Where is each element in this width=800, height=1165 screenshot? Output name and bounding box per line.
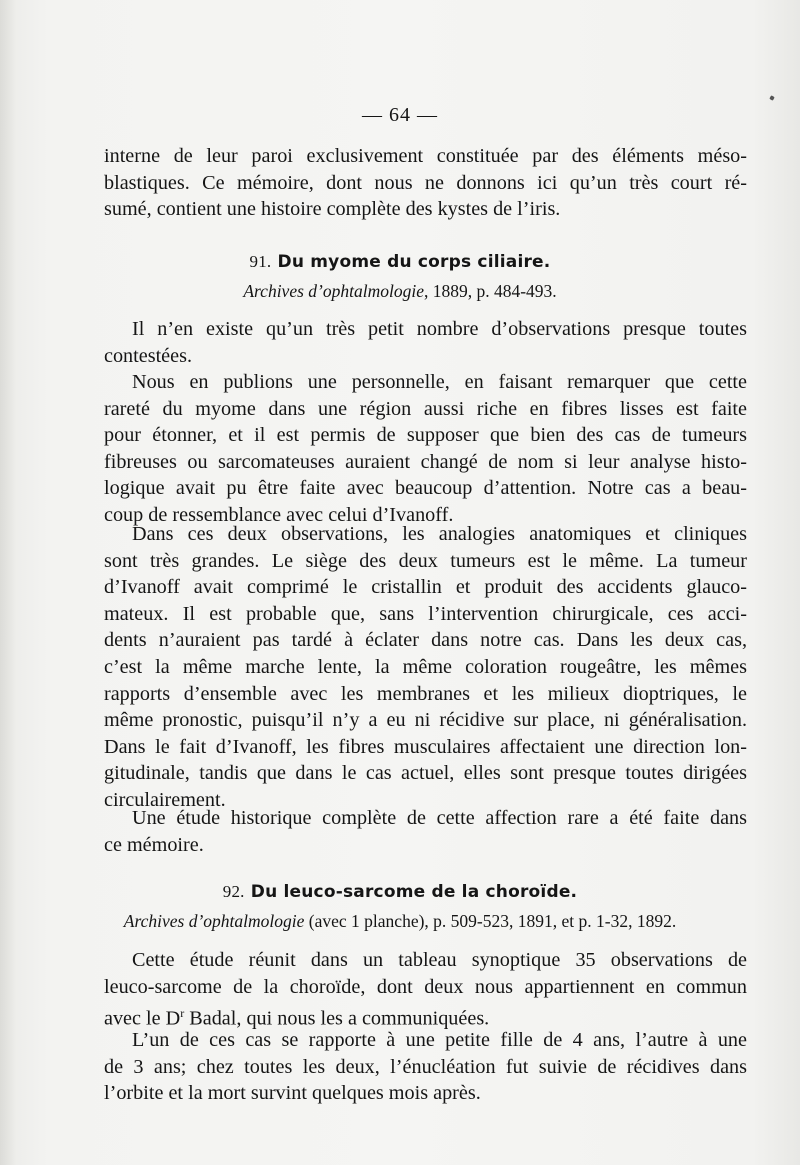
superscript: r bbox=[180, 1006, 185, 1021]
text-line: sont très grandes. Le siège des deux tumeurs est le même. La tumeur bbox=[104, 549, 747, 572]
text-line: logique avait pu être faite avec beaucoup d’attention. Notre cas a beau- bbox=[104, 477, 747, 500]
paragraph bbox=[104, 805, 747, 858]
text-line: sumé, contient une histoire complète des kystes de l’iris. bbox=[104, 198, 561, 221]
text-line: pour étonner, et il est permis de supposer que bien des cas de tumeurs bbox=[104, 424, 747, 447]
text-line: leuco-sarcome de la choroïde, dont deux nous appartiennent en commun bbox=[104, 975, 747, 998]
section-heading-91 bbox=[0, 252, 800, 272]
text-line: Cette étude réunit dans un tableau synoptique 35 observations de bbox=[132, 949, 747, 971]
text-line: mateux. Il est probable que, sans l’intervention chirurgicale, ces acci- bbox=[104, 602, 747, 625]
text-line: L’un de ces cas se rapporte à une petite fille de 4 ans, l’autre à une bbox=[132, 1029, 747, 1051]
section-source-91 bbox=[0, 281, 800, 302]
journal-name: Archives d’ophtalmologie bbox=[123, 911, 305, 931]
text-line: ce mémoire. bbox=[104, 833, 204, 856]
paragraph bbox=[104, 369, 747, 529]
text-line: contestées. bbox=[104, 344, 193, 367]
text-line: gitudinale, tandis que dans le cas actuel, elles sont presque toutes dirigées bbox=[104, 762, 747, 785]
section-number: 91. bbox=[249, 252, 272, 271]
text-line: rareté du myome dans une région aussi riche en fibres lisses est faite bbox=[104, 397, 747, 420]
text-fragment: Badal, qui nous les a communiquées. bbox=[184, 1007, 490, 1030]
paragraph bbox=[104, 947, 747, 1033]
intro-paragraph bbox=[104, 143, 747, 223]
section-title: Du leuco-sarcome de la choroïde. bbox=[250, 882, 578, 902]
text-line: Nous en publions une personnelle, en faisant remarquer que cette bbox=[132, 371, 747, 393]
section-source-92 bbox=[0, 911, 800, 932]
text-line: dents n’auraient pas tardé à éclater dans notre cas. Dans les deux cas, bbox=[104, 629, 747, 652]
page-number: — 64 — bbox=[362, 104, 438, 126]
text-line: Une étude historique complète de cette affection rare a été faite dans bbox=[132, 807, 747, 829]
text-line: rapports d’ensemble avec les membranes et les milieux dioptriques, le bbox=[104, 682, 747, 705]
text-line: même pronostic, puisqu’il n’y a eu ni récidive sur place, ni généralisation. bbox=[104, 709, 747, 732]
page-edge-shadow bbox=[0, 0, 16, 1165]
text-line: l’orbite et la mort survint quelques mois après. bbox=[104, 1082, 481, 1105]
text-line: de 3 ans; chez toutes les deux, l’énucléation fut suivie de récidives dans bbox=[104, 1055, 747, 1078]
text-line: Dans le fait d’Ivanoff, les fibres musculaires affectaient une direction lon- bbox=[104, 735, 747, 758]
text-line: Dans ces deux observations, les analogies anatomiques et cliniques bbox=[132, 523, 747, 545]
source-details: , 1889, p. 484-493. bbox=[423, 281, 557, 301]
section-number: 92. bbox=[222, 882, 245, 901]
text-fragment: avec le D bbox=[104, 1007, 181, 1030]
source-details: (avec 1 planche), p. 509-523, 1891, et p. 1-32, 1892. bbox=[304, 911, 677, 931]
text-line: circulairement. bbox=[104, 788, 226, 811]
paragraph bbox=[104, 1027, 747, 1107]
text-line: c’est la même marche lente, la même coloration rougeâtre, les mêmes bbox=[104, 655, 747, 678]
journal-name: Archives d’ophtalmologie bbox=[243, 281, 424, 301]
text-line: Il n’en existe qu’un très petit nombre d’observations presque toutes bbox=[132, 318, 747, 340]
text-line: fibreuses ou sarcomateuses auraient changé de nom si leur analyse histo- bbox=[104, 450, 747, 473]
print-speck bbox=[769, 95, 774, 100]
section-heading-92 bbox=[0, 882, 800, 902]
text-line: d’Ivanoff avait comprimé le cristallin et produit des accidents glauco- bbox=[104, 576, 747, 599]
paragraph bbox=[104, 521, 747, 814]
text-line: coup de ressemblance avec celui d’Ivanoff. bbox=[104, 503, 454, 526]
section-title: Du myome du corps ciliaire. bbox=[277, 252, 551, 272]
text-line: interne de leur paroi exclusivement constituée par des éléments méso- bbox=[104, 145, 747, 167]
paragraph bbox=[104, 316, 747, 369]
text-line: blastiques. Ce mémoire, dont nous ne donnons ici qu’un très court ré- bbox=[104, 171, 747, 194]
